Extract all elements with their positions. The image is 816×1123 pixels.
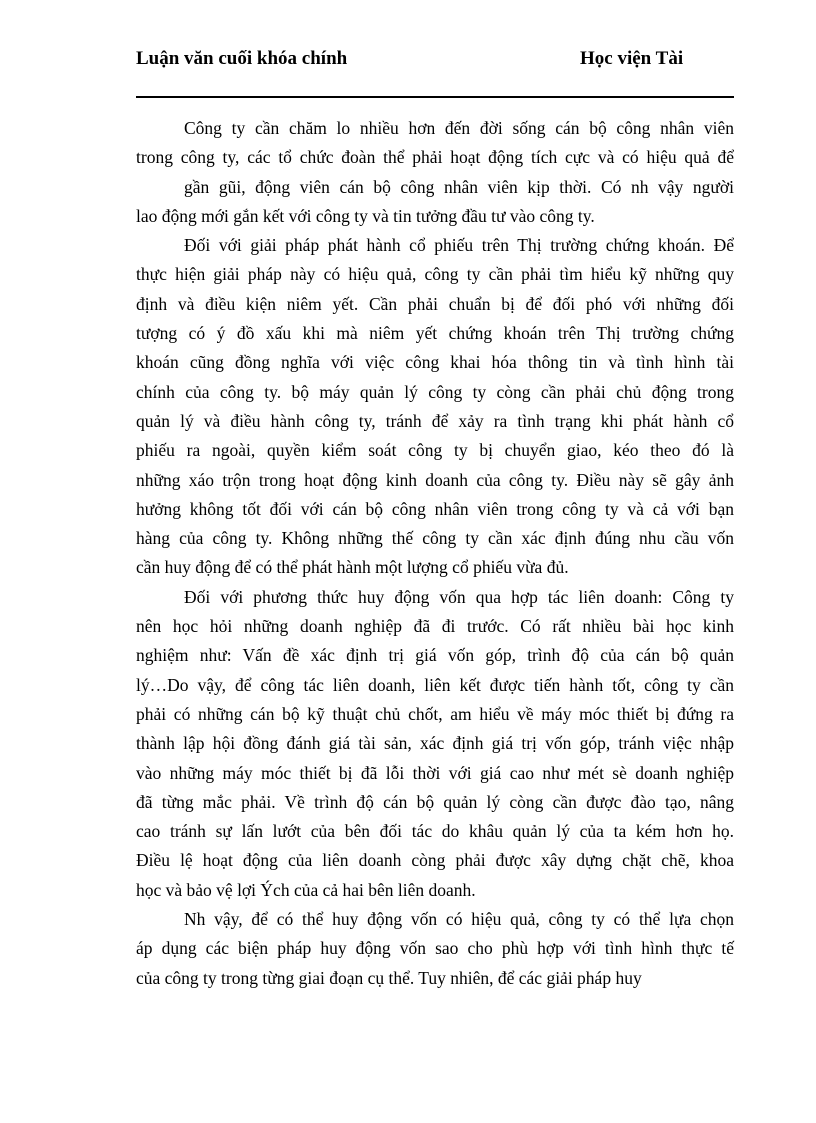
text-line: nghiệm như: Vấn đề xác định trị giá vốn góp, trình độ của cán bộ quản	[136, 645, 734, 666]
text-line: lý…Do vậy, để công tác liên doanh, liên kết được tiến hành tốt, công ty cần	[136, 674, 734, 695]
text-line: hưởng không tốt đối với cán bộ công nhân viên trong công ty và cả với bạn	[136, 498, 734, 519]
text-line: gần gũi, động viên cán bộ công nhân viên kịp thời. Có nh vậy người	[184, 176, 734, 197]
text-line: nên học hỏi những doanh nghiệp đã đi trước. Có rất nhiều bài học kinh	[136, 616, 734, 637]
text-line: tượng có ý đồ xấu khi mà niêm yết chứng khoán trên Thị trường chứng	[136, 323, 734, 344]
body-text	[136, 114, 734, 993]
text-line: chính của công ty. bộ máy quản lý công ty còng cần phải chủ động trong	[136, 381, 734, 402]
text-line: trong công ty, các tổ chức đoàn thể phải hoạt động tích cực và có hiệu quả để	[136, 147, 734, 168]
text-line: khoán cũng đồng nghĩa với việc công khai hóa thông tin và tình hình tài	[136, 352, 734, 373]
text-line: phiếu ra ngoài, quyền kiểm soát công ty bị chuyển giao, kéo theo đó là	[136, 440, 734, 461]
text-line: những xáo trộn trong hoạt động kinh doanh của công ty. Điều này sẽ gây ảnh	[136, 469, 734, 490]
text-line: Đối với giải pháp phát hành cổ phiếu trên Thị trường chứng khoán. Để	[184, 235, 734, 256]
header-divider	[136, 96, 734, 98]
text-line: Điều lệ hoạt động của liên doanh còng phải được xây dựng chặt chẽ, khoa	[136, 850, 734, 871]
text-line: Công ty cần chăm lo nhiều hơn đến đời sống cán bộ công nhân viên	[184, 118, 734, 138]
text-line: đã từng mắc phải. Về trình độ cán bộ quản lý còng cần được đào tạo, nâng	[136, 791, 734, 812]
text-line: cao tránh sự lấn lướt của bên đối tác do khâu quản lý của ta kém hơn họ.	[136, 821, 734, 842]
text-line: áp dụng các biện pháp huy động vốn sao cho phù hợp với tình hình thực tế	[136, 938, 734, 959]
text-line: định và điều kiện niêm yết. Cần phải chuẩn bị để đối phó với những đối	[136, 293, 734, 314]
text-line: cần huy động để có thể phát hành một lượng cổ phiếu vừa đủ.	[136, 557, 569, 578]
text-line: thực hiện giải pháp này có hiệu quả, công ty cần phải tìm hiểu kỹ những quy	[136, 264, 734, 285]
text-line: Đối với phương thức huy động vốn qua hợp tác liên doanh: Công ty	[184, 586, 734, 607]
text-line: quản lý và điều hành công ty, tránh để xảy ra tình trạng khi phát hành cổ	[136, 410, 734, 431]
text-line: học và bảo vệ lợi Ých của cả hai bên liên doanh.	[136, 879, 476, 900]
header-right-title: Học viện Tài	[580, 48, 684, 69]
text-line: lao động mới gắn kết với công ty và tin tưởng đầu tư vào công ty.	[136, 205, 595, 226]
text-line: phải có những cán bộ kỹ thuật chủ chốt, am hiểu về máy móc thiết bị đứng ra	[136, 703, 734, 724]
header-left-title: Luận văn cuối khóa chính	[136, 48, 348, 69]
text-line: thành lập hội đồng đánh giá tài sản, xác định giá trị vốn góp, tránh việc nhập	[136, 733, 734, 754]
text-line: Nh vậy, để có thể huy động vốn có hiệu quả, công ty có thể lựa chọn	[184, 909, 734, 930]
text-line: hàng của công ty. Không những thế công ty cần xác định đúng nhu cầu vốn	[136, 528, 734, 549]
text-line: của công ty trong từng giai đoạn cụ thể. Tuy nhiên, để các giải pháp huy	[136, 967, 642, 988]
text-line: vào những máy móc thiết bị đã lỗi thời với giá cao như mét sè doanh nghiệp	[136, 762, 734, 783]
